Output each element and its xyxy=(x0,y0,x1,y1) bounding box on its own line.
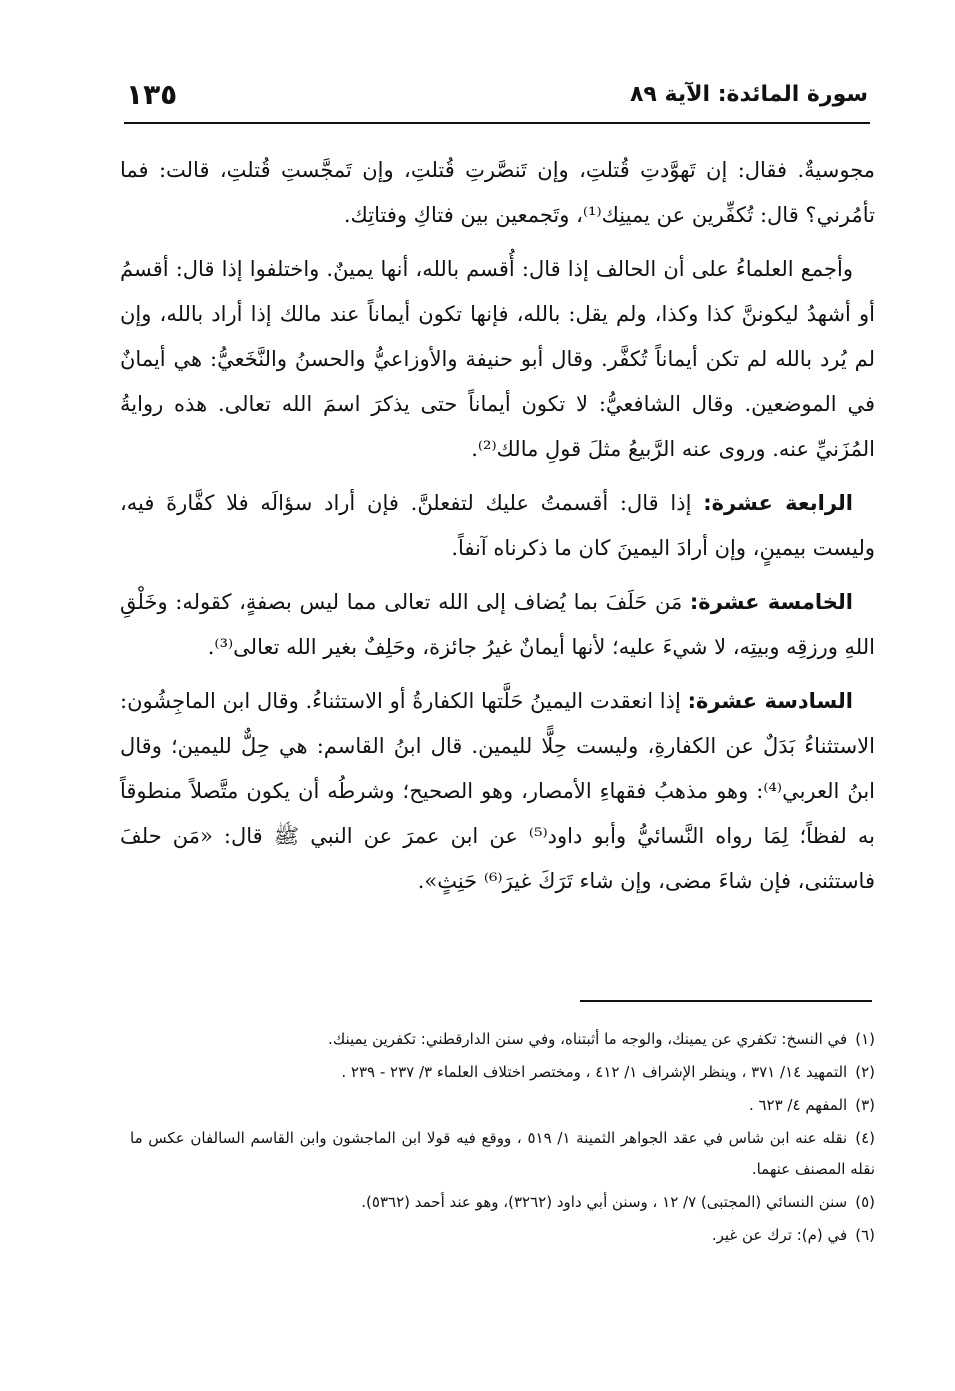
footnote-text: نقله عنه ابن شاس في عقد الجواهر الثمينة ١/ ٥١٩ ، ووقع فيه قولا ابن الماجشون وابن القاسم السالفان عكس ما نقله المصنف عنهما. xyxy=(130,1129,875,1178)
paragraph-2: وأجمع العلماءُ على أن الحالف إذا قال: أُقسم بالله، أنها يمينٌ. واختلفوا إذا قال: أقسمُ أو أشهدُ ليكوننَّ كذا وكذا، ولم يقل: بالله، فإنها تكون أيماناً عند مالك إذا أراد بالله، وإن لم يُرد بالله لم تكن أيماناً تُكفَّر. وقال أبو حنيفة والأوزاعيُّ والحسنُ والنَّخَعيُّ: هي أيمانٌ في الموضعين. وقال الشافعيُّ: لا تكون أيماناً حتى يذكرَ اسمَ الله تعالى. هذه روايةُ المُزَنيِّ عنه. وروى عنه الرَّبيعُ مثلَ قولِ مالك⁽²⁾. xyxy=(120,257,875,461)
footnote-number: (١) xyxy=(855,1030,875,1048)
footnote-text: المفهم ٤/ ٦٢٣ . xyxy=(748,1096,848,1114)
footnote-number: (٣) xyxy=(855,1096,875,1114)
footnote xyxy=(130,1187,875,1218)
footnote-text: في النسخ: تكفري عن يمينك، والوجه ما أثبتناه، وفي سنن الدارقطني: تكفرين يمينك. xyxy=(328,1030,848,1048)
paragraph-1: مجوسيةٌ. فقال: إن تَهوَّدتِ قُتلتِ، وإن تَنصَّرتِ قُتلتِ، وإن تَمجَّستِ قُتلتِ، قالت: فما تأمُرني؟ قال: تُكفِّرين عن يمينِك⁽¹⁾، وتَجمعين بين فتاكِ وفتاتِك. xyxy=(120,158,875,227)
footnote-number: (٢) xyxy=(855,1063,875,1081)
footnote-text: في (م): ترك عن غير. xyxy=(711,1226,848,1244)
footnote xyxy=(130,1220,875,1251)
footnotes xyxy=(130,1024,875,1253)
footnote-number: (٤) xyxy=(855,1129,875,1147)
paragraph-14th xyxy=(120,481,875,571)
page-header xyxy=(124,78,870,124)
issue-heading-14: الرابعة عشرة: xyxy=(703,491,854,515)
footnote xyxy=(130,1057,875,1088)
page-number: ١٣٥ xyxy=(126,78,178,111)
issue-text-15: مَن حَلَفَ بما يُضاف إلى الله تعالى مما ليس بصفةٍ، كقوله: وخَلْقِ اللهِ ورزقِه وبيتِه، لا شيءَ عليه؛ لأنها أيمانٌ غيرُ جائزة، وحَلِفٌ بغير الله تعالى⁽³⁾. xyxy=(120,590,875,659)
footnote-number: (٥) xyxy=(855,1193,875,1211)
footnote-number: (٦) xyxy=(855,1226,875,1244)
main-text xyxy=(120,148,875,913)
issue-text-14: إذا قال: أقسمتُ عليك لتفعلنَّ. فإن أراد سؤالَه فلا كفَّارةَ فيه، وليست بيمينٍ، وإن أرادَ اليمينَ كان ما ذكرناه آنفاً. xyxy=(120,491,875,560)
footnote xyxy=(130,1024,875,1055)
issue-text-16: إذا انعقدت اليمينُ حَلَّتها الكفارةُ أو الاستثناءُ. وقال ابن الماجِشُون: الاستثناءُ بَدَلٌ عن الكفارةِ، وليست حِلًّا لليمين. قال ابنُ القاسم: هي حِلٌّ لليمين؛ وقال ابنُ العربي⁽⁴⁾: وهو مذهبُ فقهاءِ الأمصار، وهو الصحيح؛ وشرطُه أن يكون متَّصلاً منطوقاً به لفظاً؛ لِمَا رواه النَّسائيُّ وأبو داود⁽⁵⁾ عن ابن عمرَ عن النبي ﷺ قال: «مَن حلفَ فاستثنى، فإن شاءَ مضى، وإن شاء تَرَكَ غيرَ⁽⁶⁾ حَنِثٍ». xyxy=(120,689,875,893)
footnote-text: التمهيد ١٤/ ٣٧١ ، وينظر الإشراف ١/ ٤١٢ ، ومختصر اختلاف العلماء ٣/ ٢٣٧ - ٢٣٩ . xyxy=(341,1063,848,1081)
footnote-separator xyxy=(580,1000,872,1002)
footnote-text: سنن النسائي (المجتبى) ٧/ ١٢ ، وسنن أبي داود (٣٢٦٢)، وهو عند أحمد (٥٣٦٢). xyxy=(361,1193,848,1211)
issue-heading-16: السادسة عشرة: xyxy=(687,689,853,713)
footnote xyxy=(130,1090,875,1121)
footnote xyxy=(130,1123,875,1185)
paragraph-15th xyxy=(120,580,875,670)
running-title: سورة المائدة: الآية ٨٩ xyxy=(629,82,868,107)
paragraph-16th xyxy=(120,679,875,904)
issue-heading-15: الخامسة عشرة: xyxy=(689,590,854,614)
